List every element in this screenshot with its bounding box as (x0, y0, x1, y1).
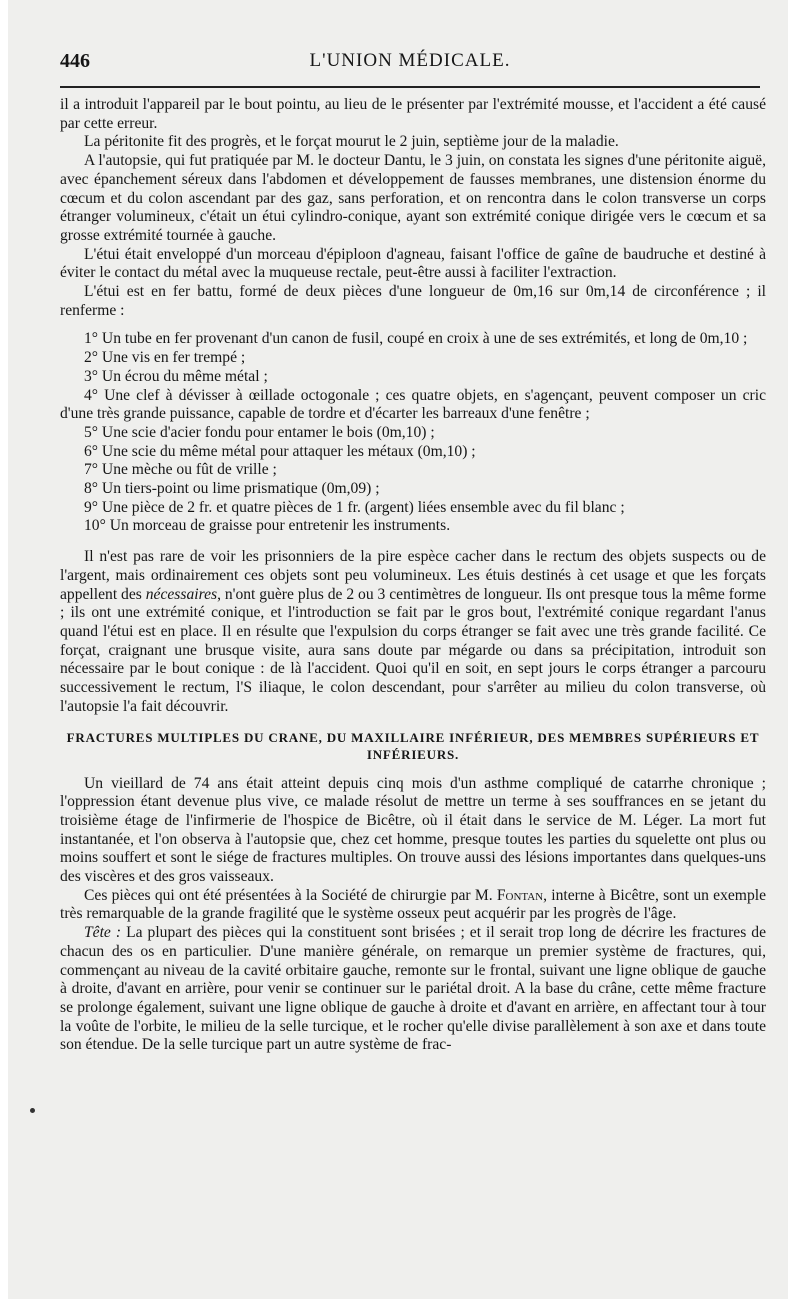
society-text-end: , interne à Bicêtre, sont un exemple très remarquable de la grande fragilité que le système osseux peut acquérir par les progrès de l'âge. (60, 886, 766, 923)
list-item: 7° Une mèche ou fût de vrille ; (84, 461, 277, 479)
paragraph-case: Un vieillard de 74 ans était atteint depuis cinq mois d'un asthme compliqué de catarrhe chronique ; l'oppression étant devenue plus vive, ce malade résolut de mettre un terme à ses souffrances en se jetant du troisième étage de l'infirmerie de l'hospice de Bicêtre, où il était dans le service de M. Léger. La mort fut instantanée, et l'on observa à l'autopsie que, chez cet homme, presque toutes les parties du squelette ont plus ou moins souffert et sont le siége de fractures multiples. On trouve aussi des lésions importantes dans quelques-uns des viscères et des gros vaisseaux. (60, 774, 766, 886)
header-rule (60, 86, 760, 88)
page-number: 446 (60, 50, 90, 72)
section-title: FRACTURES MULTIPLES DU CRANE, DU MAXILLAIRE INFÉRIEUR, DES MEMBRES SUPÉRIEURS ET INFÉRIEURS. (66, 729, 760, 762)
list-item: 3° Un écrou du même métal ; (84, 367, 268, 385)
paragraph: L'étui est en fer battu, formé de deux pièces d'une longueur de 0m,16 sur 0m,14 de circonférence ; il renferme : (60, 283, 766, 319)
document-page (8, 0, 788, 1299)
paragraph-society (60, 887, 766, 924)
article-body (60, 96, 766, 1055)
list-item: 10° Un morceau de graisse pour entretenir les instruments. (84, 517, 451, 535)
paragraph-head (60, 924, 766, 1055)
journal-title: L'UNION MÉDICALE. (309, 50, 511, 71)
head-text: La plupart des pièces qui la constituent sont brisées ; et il serait trop long de décrire les fractures de chacun des os en particulier. D'une manière générale, on remarque un premier système de fractures, qui, commençant au niveau de la cavité orbitaire gauche, remonte sur le frontal, suivant une ligne oblique de gauche à droite, d'avant en arrière, pour venir se continuer sur le pariétal droit. A la base du crâne, cette même fracture se prolonge également, suivant une ligne oblique de gauche à droite et d'avant en arrière, en affectant tour à tour la voûte de l'orbite, le milieu de la selle turcique, et le rocher qu'elle divise parallèlement à son axe et dans toute son étendue. De la selle turcique part un autre système de frac- (60, 924, 766, 1054)
margin-dot (30, 1108, 35, 1113)
term-necessaires: nécessaires (145, 585, 218, 603)
prisoners-text-start: Il n'est pas rare de voir les prisonniers de la pire espèce cacher dans le rectum des objets suspects ou de l'argent, mais ordinairement ces objets sont peu volumineux. Les étuis destinés à cet usage et que les forçats appellent des (60, 548, 766, 603)
society-text-start: Ces pièces qui ont été présentées à la Société de chirurgie par M. (84, 886, 497, 904)
instrument-list (60, 330, 766, 536)
paragraph-prisoners (60, 548, 766, 716)
surgeon-name: Fontan (496, 886, 544, 904)
page-header (60, 50, 760, 80)
list-item: 4° Une clef à dévisser à œillade octogonale ; ces quatre objets, en s'agençant, peuvent composer un cric d'une très grande puissance, capable de tordre et d'écarter les barreaux d'une fenêtre ; (60, 386, 766, 423)
list-item: 5° Une scie d'acier fondu pour entamer le bois (0m,10) ; (84, 423, 435, 441)
list-item: 9° Une pièce de 2 fr. et quatre pièces de 1 fr. (argent) liées ensemble avec du fil blanc ; (84, 498, 625, 516)
paragraph: La péritonite fit des progrès, et le forçat mourut le 2 juin, septième jour de la maladie. (84, 133, 619, 151)
list-item: 8° Un tiers-point ou lime prismatique (0m,09) ; (84, 480, 380, 498)
prisoners-text-end: , n'ont guère plus de 2 ou 3 centimètres de longueur. Ils ont presque tous la même forme ; ils ont une extrémité conique, et l'introduction se fait par le gros bout, l'extrémité conique regardant l'anus quand l'étui est en place. Il en résulte que l'expulsion du corps étranger se fait avec une très grande facilité. Ce forçat, craignant une brusque visite, aura sans doute par mégarde ou dans sa précipitation, introduit son nécessaire par le bout conique : de là l'accident. Quoi qu'il en soit, en sept jours le corps étranger a parcouru successivement le rectum, l'S iliaque, le colon descendant, pour s'arrêter au milieu du colon transverse, où l'autopsie l'a fait découvrir. (60, 585, 766, 715)
paragraph: L'étui était enveloppé d'un morceau d'épiploon d'agneau, faisant l'office de gaîne de baudruche et destiné à éviter le contact du métal avec la muqueuse rectale, peut-être aussi à faciliter l'extraction. (60, 245, 766, 282)
list-item: 1° Un tube en fer provenant d'un canon de fusil, coupé en croix à une de ses extrémités, et long de 0m,10 ; (84, 330, 748, 348)
list-item: 2° Une vis en fer trempé ; (84, 349, 246, 367)
paragraph: A l'autopsie, qui fut pratiquée par M. le docteur Dantu, le 3 juin, on constata les signes d'une péritonite aiguë, avec épanchement séreux dans l'abdomen et développement de fausses membranes, une distension énorme du cœcum et du colon ascendant par des gaz, sans perforation, et on rencontra dans le colon transverse un corps étranger volumineux, c'était un étui cylindro-conique, ayant son extrémité conique dirigée vers le cœcum et sa grosse extrémité tournée à gauche. (60, 152, 766, 244)
head-label: Tête : (84, 924, 122, 942)
paragraph: il a introduit l'appareil par le bout pointu, au lieu de le présenter par l'extrémité mousse, et l'accident a été causé par cette erreur. (60, 96, 766, 132)
list-item: 6° Une scie du même métal pour attaquer les métaux (0m,10) ; (84, 442, 476, 460)
